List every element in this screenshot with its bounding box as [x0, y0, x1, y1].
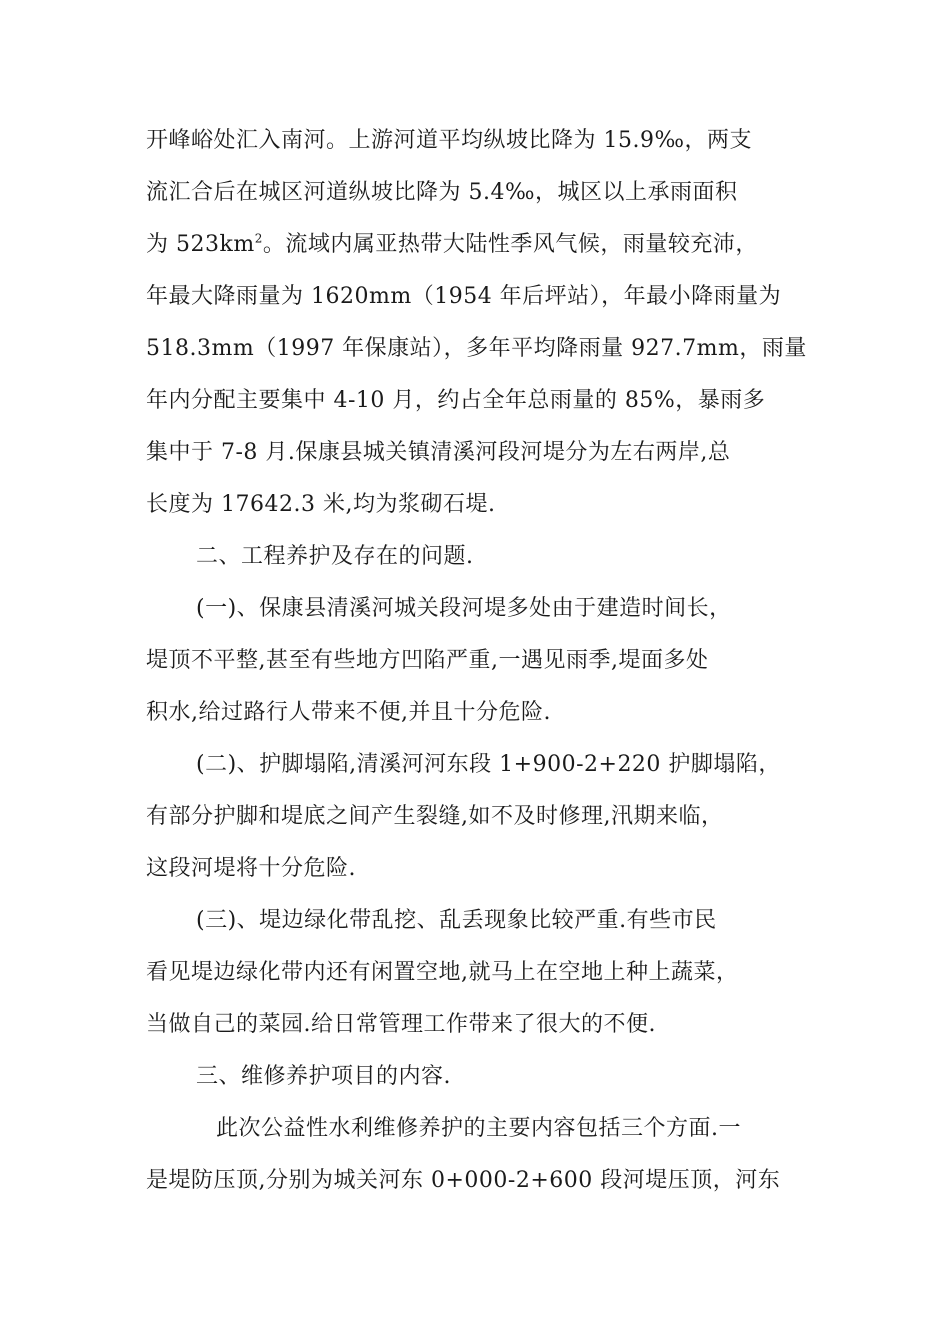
text-line-11: 堤顶不平整,甚至有些地方凹陷严重,一遇见雨季,堤面多处	[146, 648, 709, 673]
section-heading-3: 三、维修养护项目的内容.	[196, 1064, 451, 1089]
text-line-18: 当做自己的菜园.给日常管理工作带来了很大的不便.	[146, 1012, 656, 1037]
text-line-3-head: 为 523km	[146, 232, 255, 257]
text-line-10: (一)、保康县清溪河城关段河堤多处由于建造时间长，	[196, 596, 732, 621]
text-line-8: 长度为 17642.3 米,均为浆砌石堤.	[146, 492, 496, 517]
text-line-12: 积水,给过路行人带来不便,并且十分危险.	[146, 700, 551, 725]
text-line-6: 年内分配主要集中 4-10 月，约占全年总雨量的 85%，暴雨多	[146, 388, 766, 413]
text-line-3-tail: 。流域内属亚热带大陆性季风气候，雨量较充沛，	[262, 232, 758, 257]
text-line-1: 开峰峪处汇入南河。上游河道平均纵坡比降为 15.9‰，两支	[146, 128, 752, 153]
text-line-4: 年最大降雨量为 1620mm（1954 年后坪站），年最小降雨量为	[146, 284, 782, 309]
text-line-21: 是堤防压顶,分别为城关河东 0+000-2+600 段河堤压顶，河东	[146, 1168, 781, 1193]
text-line-3	[146, 230, 758, 260]
text-line-14: 有部分护脚和堤底之间产生裂缝,如不及时修理,汛期来临，	[146, 804, 724, 829]
superscript-2: 2	[254, 231, 263, 246]
text-line-13: (二)、护脚塌陷,清溪河河东段 1+900-2+220 护脚塌陷，	[196, 752, 781, 777]
text-line-17: 看见堤边绿化带内还有闲置空地,就马上在空地上种上蔬菜，	[146, 960, 739, 985]
text-line-15: 这段河堤将十分危险.	[146, 856, 356, 881]
text-line-16: (三)、堤边绿化带乱挖、乱丢现象比较严重.有些市民	[196, 908, 717, 933]
text-line-20: 此次公益性水利维修养护的主要内容包括三个方面.一	[216, 1116, 741, 1141]
text-line-2: 流汇合后在城区河道纵坡比降为 5.4‰，城区以上承雨面积	[146, 180, 738, 205]
text-line-5: 518.3mm（1997 年保康站），多年平均降雨量 927.7mm，雨量	[146, 336, 807, 361]
section-heading-2: 二、工程养护及存在的问题.	[196, 544, 474, 569]
text-line-7: 集中于 7-8 月.保康县城关镇清溪河段河堤分为左右两岸,总	[146, 440, 731, 465]
